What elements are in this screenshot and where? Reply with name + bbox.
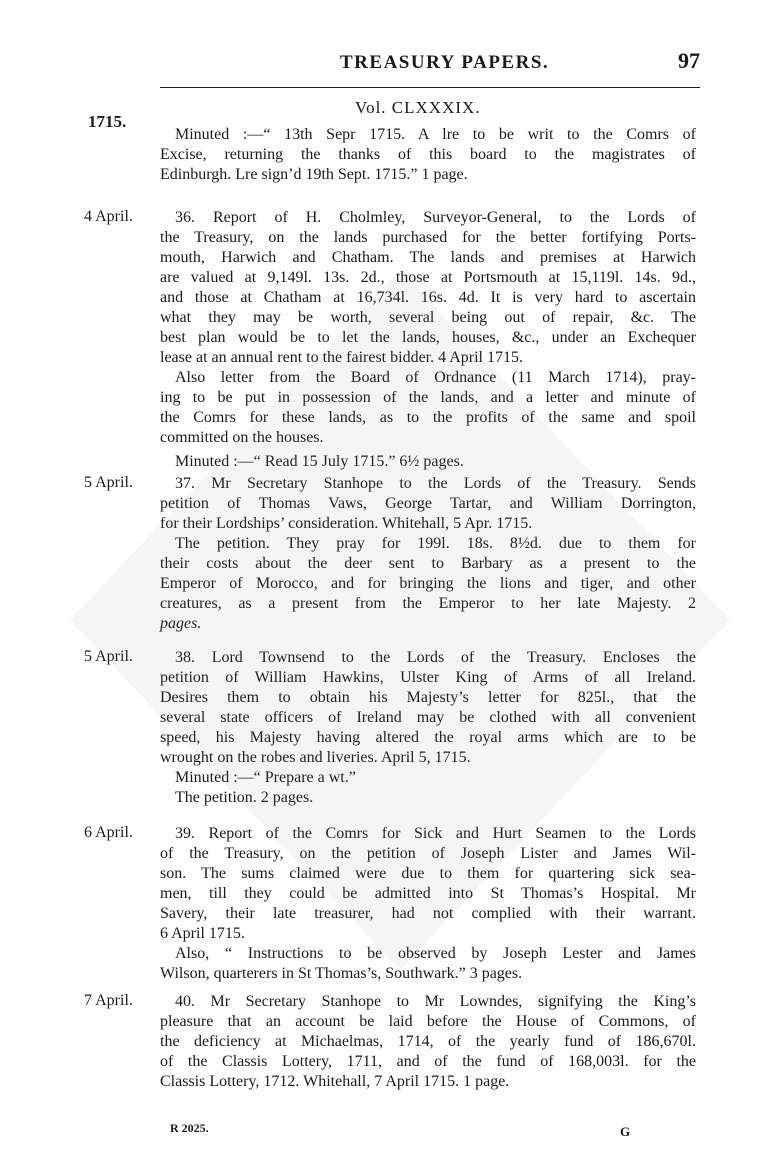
sheet-mark: G [620,1124,631,1139]
text-line: mouth, Harwich and Chatham. The lands and premises at Harwich [160,249,696,266]
text-line: Savery, their late treasurer, had not complied with their warrant. [160,905,696,922]
entry-date: 6 April. [84,824,133,841]
text-line: speed, his Majesty having altered the royal arms which are to be [160,729,696,746]
signature-mark: R 2025. [170,1121,209,1135]
text-line: son. The sums claimed were due to them for quartering sick sea- [160,865,696,882]
text-line: Edinburgh. Lre sign’d 19th Sept. 1715.” 1 page. [160,166,468,183]
entry-text [160,824,696,984]
entry-text [160,208,696,472]
text-line: the deficiency at Michaelmas, 1714, of the yearly fund of 186,670l. [160,1033,696,1050]
text-line: the Comrs for these lands, as to the profits of the same and spoil [160,409,696,426]
text-line: Minuted :—“ 13th Sepr 1715. A lre to be writ to the Comrs of [175,126,696,143]
header-rule [160,87,700,88]
text-line: lease at an annual rent to the fairest bidder. 4 April 1715. [160,349,523,366]
entry-text [160,474,696,634]
text-line: pleasure that an account be laid before the House of Commons, of [160,1013,696,1030]
text-line: what they may be worth, several being out of repair, &c. The [160,309,696,326]
running-title: TREASURY PAPERS. [340,52,550,73]
text-line: their costs about the deer sent to Barbary as a present to the [160,555,696,572]
text-line: Minuted :—“ Read 15 July 1715.” 6½ pages. [175,453,464,470]
text-line: The petition. 2 pages. [175,789,314,806]
text-line: of the Classis Lottery, 1711, and of the fund of 168,003l. for the [160,1053,696,1070]
page-number: 97 [678,48,700,73]
text-line: 39. Report of the Comrs for Sick and Hurt Seamen to the Lords [175,825,696,842]
text-line: are valued at 9,149l. 13s. 2d., those at Portsmouth at 15,119l. 14s. 9d., [160,269,696,286]
text-line: petition of William Hawkins, Ulster King of Arms of all Ireland. [160,669,696,686]
entry-date: 4 April. [84,208,133,225]
entry-date: 7 April. [84,992,133,1009]
text-line: Also, “ Instructions to be observed by Joseph Lester and James [175,945,696,962]
year-margin: 1715. [88,112,127,131]
text-line: wrought on the robes and liveries. April 5, 1715. [160,749,471,766]
text-line: Wilson, quarterers in St Thomas’s, Southwark.” 3 pages. [160,965,523,982]
text-line: for their Lordships’ consideration. Whitehall, 5 Apr. 1715. [160,515,533,532]
text-line: 38. Lord Townsend to the Lords of the Treasury. Encloses the [175,649,696,666]
text-line: and those at Chatham at 16,734l. 16s. 4d. It is very hard to ascertain [160,289,696,306]
text-line: several state officers of Ireland may be clothed with all convenient [160,709,696,726]
text-line: men, till they could be admitted into St Thomas’s Hospital. Mr [160,885,696,902]
text-line: pages. [160,615,202,632]
text-line: Emperor of Morocco, and for bringing the lions and tiger, and other [160,575,696,592]
text-line: best plan would be to let the lands, houses, &c., under an Exchequer [160,329,696,346]
text-line: committed on the houses. [160,429,324,446]
text-line: 40. Mr Secretary Stanhope to Mr Lowndes, signifying the King’s [175,993,696,1010]
text-line: Also letter from the Board of Ordnance (11 March 1714), pray- [175,369,696,386]
running-header [340,48,700,74]
text-line: Excise, returning the thanks of this board to the magistrates of [160,146,696,163]
text-line: Classis Lottery, 1712. Whitehall, 7 April 1715. 1 page. [160,1073,510,1090]
entry-text [160,992,696,1092]
text-line: 6 April 1715. [160,925,245,942]
text-line: Desires them to obtain his Majesty’s letter for 825l., that the [160,689,696,706]
volume-heading: Vol. CLXXXIX. [355,98,481,117]
text-line: 36. Report of H. Cholmley, Surveyor-General, to the Lords of [175,209,696,226]
entry-date: 5 April. [84,648,133,665]
text-line: the Treasury, on the lands purchased for the better fortifying Ports- [160,229,696,246]
text-line: 37. Mr Secretary Stanhope to the Lords of the Treasury. Sends [175,475,696,492]
entry-text [160,125,696,185]
text-line: ing to be put in possession of the lands, and a letter and minute of [160,389,696,406]
text-line: creatures, as a present from the Emperor to her late Majesty. 2 [160,595,696,612]
text-line: The petition. They pray for 199l. 18s. 8½d. due to them for [175,535,696,552]
entry-text [160,648,696,808]
text-line: Minuted :—“ Prepare a wt.” [175,769,356,786]
entry-date: 5 April. [84,474,133,491]
text-line: of the Treasury, on the petition of Joseph Lister and James Wil- [160,845,696,862]
text-line: petition of Thomas Vaws, George Tartar, and William Dorrington, [160,495,696,512]
